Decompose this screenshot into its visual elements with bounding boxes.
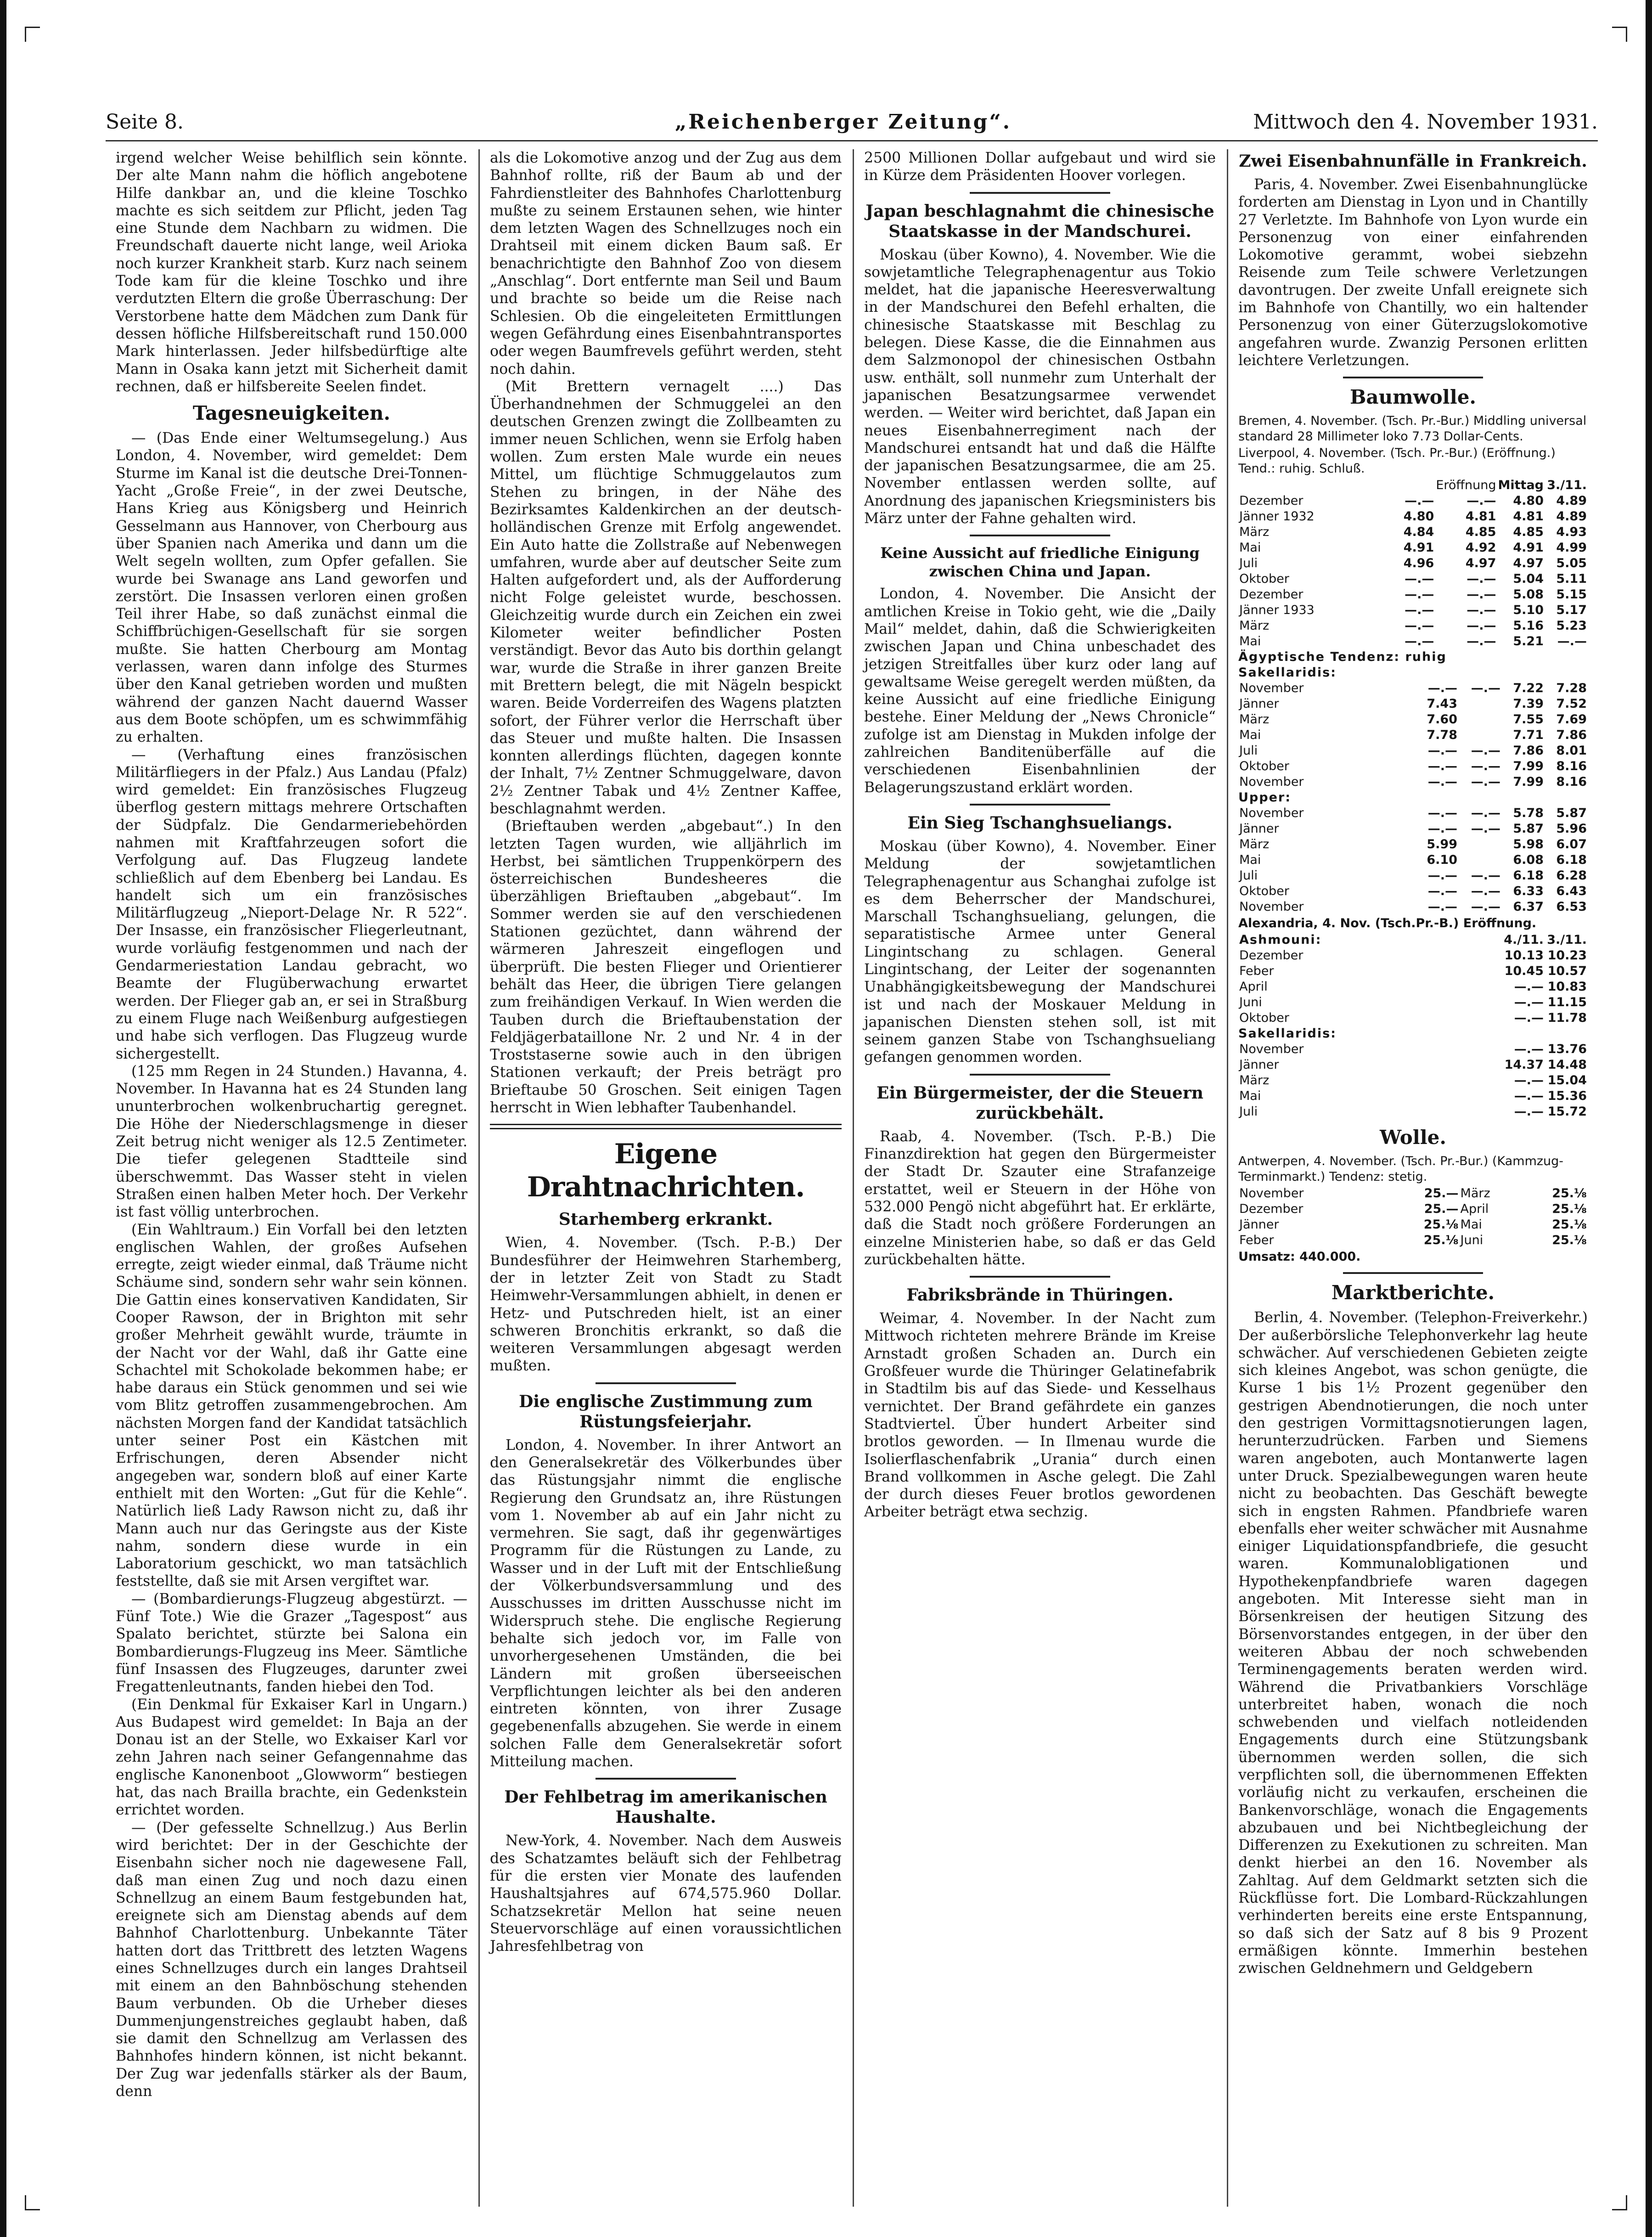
table-row (1238, 1186, 1588, 1201)
price-cell: 15.04 (1547, 1073, 1587, 1088)
table-header-row (1238, 478, 1588, 493)
price-cell: 6.37 (1513, 900, 1544, 914)
story-text: Weimar, 4. November. In der Nacht zum Mittwoch richteten mehrere Brände im Kreise Arnstadt großen Schaden an. Durch ein Großfeuer wurde die Thüringer Gelatinefabrik in Stadtilm bis auf das Siede- und Kesselhaus vernichtet. Der Brand gefährdete ein ganzes Stadtviertel. Über hundert Arbeiter sind brotlos geworden. — In Ilmenau wurde die Isolierflaschenfabrik „Urania“ durch einen Brand vollkommen in Asche gelegt. Die Zahl der durch dieses Feuer brotlos gewordenen Arbeiter beträgt etwa sechzig. (864, 1310, 1216, 1521)
row-label: Mai (1239, 853, 1261, 868)
price-cell: 25.⅛ (1552, 1202, 1587, 1217)
story-text: New-York, 4. November. Nach dem Ausweis des Schatzamtes beläuft sich der Fehlbetrag für die ersten vier Monate des laufenden Haushaltsjahres auf 674,575.960 Dollar. Schatzsekretär Mellon hat seine neuen Steuervorschläge auf einen voraussichtlichen Jahresfehlbetrag von (490, 1832, 842, 1955)
divider-rule (970, 192, 1110, 194)
news-item: — (Der gefesselte Schnellzug.) Aus Berlin wird berichtet: Der in der Geschichte der Eisenbahn sicher noch nie dagewesene Fall, daß man einen Zug und noch dazu einen Schnellzug an einem Baum festgebunden hat, ereignete sich am Dienstag abends auf dem Bahnhof Charlottenburg. Unbekannte Täter hatten dort das Trittbrett des letzten Wagens eines Schnellzuges durch ein langes Drahtseil mit einem an den Bahnböschung stehenden Baum verbunden. Ob die Urheber dieses Dummenjungenstreiches geglaubt haben, daß sie damit den Schnellzug am Verlassen des Bahnhofes hindern können, ist nicht bekannt. Der Zug war jedenfalls stärker als der Baum, denn (116, 1819, 467, 2100)
section-heading-marktberichte: Marktberichte. (1331, 1281, 1495, 1304)
price-cell: —.— (1427, 884, 1457, 899)
row-label: Jänner 1932 (1239, 509, 1315, 524)
price-cell: 5.04 (1513, 572, 1544, 586)
price-cell: 4.99 (1556, 541, 1587, 555)
news-items (116, 429, 467, 2100)
price-cell: 5.96 (1556, 822, 1587, 836)
table-row (1238, 571, 1588, 587)
price-cell: 4.84 (1403, 525, 1434, 540)
table-row (1238, 759, 1588, 774)
price-cell: 11.15 (1547, 995, 1587, 1010)
article-continued: irgend welcher Weise behilflich sein könnte. Der alte Mann nahm die höflich angebotene Hilfe dankbar an, und die kleine Toschko machte es sich seitdem zur Pflicht, jeden Tag eine Stunde dem Nachbarn zu widmen. Die Freundschaft dauerte nicht lange, weil Arioka noch kurzer Krankheit starb. Kurz nach seinem Tode kam für die kleine Toschko und ihre verdutzten Eltern die große Überraschung: Der Verstorbene hatte dem Mädchen zum Dank für dessen höfliche Hilfsbereitschaft rund 150.000 Mark hinterlassen. Jeder hilfsbedürftige alte Mann in Osaka kann jetzt mit Sicherheit damit rechnen, daß er hilfsbereite Seelen findet. (116, 150, 467, 395)
table-row (1238, 964, 1588, 979)
row-label: November (1239, 775, 1304, 789)
table-row (1238, 837, 1588, 852)
table-body (1238, 681, 1588, 790)
price-cell: 4.80 (1513, 494, 1544, 508)
price-cell: 5.10 (1513, 603, 1544, 618)
price-cell: 25.⅛ (1552, 1217, 1587, 1232)
price-cell: 7.86 (1513, 744, 1544, 758)
table-row (1238, 821, 1588, 837)
price-cell: 10.13 (1504, 948, 1544, 963)
price-cell: 7.86 (1556, 728, 1587, 743)
price-cell (1458, 852, 1501, 868)
price-cell (1458, 696, 1501, 712)
divider-rule (970, 1276, 1110, 1278)
news-item: — (Das Ende einer Weltumsegelung.) Aus London, 4. November, wird gemeldet: Dem Sturme im Kanal ist die deutsche Drei-Tonnen-Yacht „Große Freie“, in der zwei Deutsche, Hans Krieg aus Königsberg und Heinrich Gesselmann aus Hannover, von Cherbourg aus über Spanien nach Amerika und dann um die Welt segeln wollten, zum Opfer gefallen. Sie wurde bei Swanage ans Land geworfen und zerstört. Die Insassen verloren einen großen Teil ihrer Habe, so daß zunächst einmal die Schiffbrüchigen-Gesellschaft für sie sorgen mußte. Sie hatten Cherbourg am Montag verlassen, waren dann infolge des Sturmes über den Kanal getrieben worden und mußten während der ganzen Nacht dauernd Wasser aus dem Boote schöpfen, um es schwimmfähig zu erhalten. (116, 430, 467, 746)
price-cell: 25.— (1424, 1202, 1459, 1217)
table-row (1238, 743, 1588, 759)
row-label: November (1239, 806, 1304, 821)
price-cell: 5.87 (1556, 806, 1587, 821)
cotton-table-upper (1238, 806, 1588, 915)
price-cell: —.— (1427, 681, 1457, 696)
price-cell: —.— (1471, 759, 1500, 774)
divider-rule (1343, 377, 1483, 378)
row-label: Mai (1460, 1217, 1482, 1232)
market-subsection: Ägyptische Tendenz: ruhig (1238, 650, 1447, 665)
price-cell: 8.16 (1556, 759, 1587, 774)
price-cell: —.— (1471, 868, 1500, 883)
row-label: Jänner (1239, 1217, 1279, 1232)
price-cell: —.— (1514, 980, 1544, 994)
cotton-table-sakellaridis (1238, 681, 1588, 790)
price-cell: 14.48 (1547, 1058, 1587, 1072)
table-row (1238, 948, 1588, 964)
newspaper-page (106, 103, 1598, 2207)
price-cell: 6.43 (1556, 884, 1587, 899)
price-cell: 25.⅛ (1552, 1233, 1587, 1248)
price-cell: —.— (1471, 884, 1500, 899)
row-label: Jänner 1933 (1239, 603, 1315, 618)
row-label: Mai (1239, 634, 1261, 649)
price-cell: 5.15 (1556, 587, 1587, 602)
price-cell: —.— (1471, 900, 1500, 914)
crop-mark (25, 27, 40, 42)
row-label: Dezember (1239, 1202, 1304, 1217)
price-cell: —.— (1471, 822, 1500, 836)
table-row (1238, 727, 1588, 743)
price-cell: 6.08 (1513, 853, 1544, 868)
price-cell: 7.99 (1513, 775, 1544, 789)
price-cell: 25.— (1424, 1186, 1459, 1201)
row-label: Feber (1239, 964, 1274, 979)
table-body (1238, 1042, 1588, 1120)
row-label: Feber (1239, 1233, 1274, 1248)
price-cell: 5.23 (1556, 619, 1587, 633)
row-label: Oktober (1239, 572, 1289, 586)
price-cell: 6.28 (1556, 868, 1587, 883)
price-cell: 13.76 (1547, 1042, 1587, 1057)
price-cell: —.— (1427, 759, 1457, 774)
price-cell: 7.43 (1427, 697, 1457, 711)
section-heading-wolle: Wolle. (1379, 1126, 1446, 1149)
price-cell (1458, 712, 1501, 727)
column-1 (106, 149, 478, 2207)
price-cell: —.— (1471, 681, 1500, 696)
story-title: Der Fehlbetrag im amerikanischen Haushalte. (504, 1787, 827, 1827)
table-row (1238, 493, 1588, 509)
column-4 (1228, 149, 1598, 2207)
price-cell: —.— (1471, 806, 1500, 821)
table-row (1238, 712, 1588, 727)
story-text: London, 4. November. In ihrer Antwort an den Generalsekretär des Völkerbundes über das Rüstungsjahr nimmt die englische Regierung den Grundsatz an, ihre Rüstungen vom 1. November ab auf ein Jahr nicht zu vermehren. Sie sagt, daß ihr gegenwärtiges Programm für die Rüstungen zu Lande, zu Wasser und in der Luft mit der Entschließung der Völkerbundsversammlung und des Ausschusses im dritten Ausschusse nicht im Widerspruch stehe. Die englische Regierung behalte sich jedoch vor, im Falle von unvorhergesehenen Umständen, die bei Ländern mit großen überseeischen Verpflichtungen leichter als bei den anderen eintreten könnten, von ihrer Zusage gegebenenfalls abzugehen. Sie werde in einem solchen Falle dem Generalsekretär sofort Mitteilung machen. (490, 1437, 842, 1770)
column-header: 4./11. (1504, 933, 1544, 947)
price-cell: 4.89 (1556, 509, 1587, 524)
market-note: Antwerpen, 4. November. (Tsch. Pr.-Bur.) (Kammzug-Terminmarkt.) Tendenz: stetig. (1238, 1154, 1564, 1184)
news-item: (Mit Brettern vernagelt ....) Das Überhandnehmen der Schmuggelei an den deutschen Grenzen zwingt die Zollbeamten zu immer neuen Schlichen, wenn sie Erfolg haben wollen. Zum ersten Male wurde ein neues Mittel, um flüchtige Schmuggelautos zum Stehen zu bringen, in der Nähe des Bezirksamtes Kaldenkirchen an der deutsch-holländischen Grenze mit Erfolg angewendet. Ein Auto hatte die Zollstraße auf Nebenwegen umfahren, wurde aber auf deutscher Seite zum Halten aufgefordert und, als der Aufforderung nicht Folge geleistet wurde, beschossen. Gleichzeitig wurde durch ein Zeichen ein zwei Kilometer weiter befindlicher Posten verständigt. Bevor das Auto bis dorthin gelangt war, wurde die Straße in ihrer ganzen Breite mit Brettern belegt, die mit Nägeln bespickt waren. Beide Vorderreifen des Wagens platzten sofort, der Führer verlor die Herrschaft über das Steuer und mußte halten. Die Insassen konnten allerdings flüchten, dagegen konnte der Inhalt, 7½ Zentner Schmuggelware, davon 2½ Zentner Tabak und 4½ Zentner Kaffee, beschlagnahmt werden. (490, 378, 842, 817)
table-row (1238, 868, 1588, 884)
row-label: Juni (1460, 1233, 1483, 1248)
price-cell: 7.39 (1513, 697, 1544, 711)
table-row (1238, 540, 1588, 556)
price-cell: 6.18 (1556, 853, 1587, 868)
price-cell: 5.08 (1513, 587, 1544, 602)
price-cell: 10.57 (1547, 964, 1587, 979)
table-row (1238, 1104, 1588, 1120)
price-cell: 7.22 (1513, 681, 1544, 696)
row-label: Dezember (1239, 948, 1304, 963)
table-row (1238, 806, 1588, 821)
price-cell: 7.71 (1513, 728, 1544, 743)
price-cell: 10.83 (1547, 980, 1587, 994)
price-cell: —.— (1427, 822, 1457, 836)
price-cell: 4.91 (1403, 541, 1434, 555)
row-label: November (1239, 900, 1304, 914)
price-cell: 5.16 (1513, 619, 1544, 633)
table-header-row (1238, 932, 1588, 948)
price-cell: 11.78 (1547, 1011, 1587, 1026)
story-title: Keine Aussicht auf friedliche Einigung zwischen China und Japan. (880, 544, 1200, 580)
divider-rule (970, 535, 1110, 536)
table-body (1238, 806, 1588, 915)
price-cell: 4.89 (1556, 494, 1587, 508)
table-row (1238, 603, 1588, 618)
row-label: Juli (1239, 556, 1258, 571)
column-3 (854, 149, 1226, 2207)
price-cell: —.— (1405, 587, 1434, 602)
row-label: März (1239, 619, 1270, 633)
price-cell: 4.85 (1465, 525, 1496, 540)
price-cell: 7.69 (1556, 712, 1587, 727)
price-cell: 14.37 (1504, 1058, 1544, 1072)
price-cell: 4.81 (1513, 509, 1544, 524)
divider-rule (970, 804, 1110, 806)
price-cell: —.— (1467, 572, 1496, 586)
table-row (1238, 1088, 1588, 1104)
row-label: März (1460, 1186, 1490, 1201)
price-cell: —.— (1514, 995, 1544, 1010)
price-cell: 5.11 (1556, 572, 1587, 586)
page-header (106, 103, 1598, 141)
row-label: Mai (1239, 1089, 1261, 1104)
price-cell: 5.05 (1556, 556, 1587, 571)
table-row (1238, 1073, 1588, 1088)
story-title: Fabriksbrände in Thüringen. (906, 1285, 1174, 1305)
table-row (1238, 852, 1588, 868)
price-cell: 25.⅛ (1423, 1217, 1459, 1232)
price-cell: —.— (1467, 587, 1496, 602)
table-row (1238, 556, 1588, 571)
price-cell (1458, 727, 1501, 743)
column-header: Mittag (1498, 478, 1544, 493)
row-label: Jänner (1239, 822, 1279, 836)
market-note: Alexandria, 4. Nov. (Tsch.Pr.-B.) Eröffnung. (1238, 916, 1537, 931)
section-heading-tagesneuigkeiten: Tagesneuigkeiten. (192, 402, 391, 425)
table-row (1238, 634, 1588, 649)
price-cell: 4.85 (1513, 525, 1544, 540)
table-row (1238, 1217, 1588, 1233)
story-text: Moskau (über Kowno), 4. November. Einer Meldung der sowjetamtlichen Telegraphenagentur aus Schanghai zufolge ist es dem Beherrscher der Mandschurei, Marschall Tschanghsueliang, gelungen, die separatistische Armee unter General Lingintschang zu schlagen. General Lingintschang, der Leiter der sogenannten Unabhängigkeitsbewegung der Mandschurei ist und nach der Moskauer Meldung in japanischen Diensten stehen soll, ist mit seinem ganzen Stabe von Tschanghsueliang gefangen genommen worden. (864, 838, 1216, 1066)
market-note: Bremen, 4. November. (Tsch. Pr.-Bur.) Middling universal standard 28 Millimeter loko 7.73 Dollar-Cents. (1238, 414, 1587, 444)
price-cell: 7.52 (1556, 697, 1587, 711)
row-label: Juli (1239, 1104, 1258, 1119)
row-label: Oktober (1239, 884, 1289, 899)
cotton-table-alexandria (1238, 932, 1588, 1026)
price-cell: —.— (1405, 572, 1434, 586)
crop-mark (1612, 2195, 1627, 2210)
price-cell: 4.80 (1403, 509, 1434, 524)
table-row (1238, 681, 1588, 696)
column-header: Eröffnung (1436, 478, 1496, 493)
story-text: Paris, 4. November. Zwei Eisenbahnunglücke forderten am Dienstag in Lyon und in Chantilly 27 Verletzte. Im Bahnhofe von Lyon wurde ein Personenzug von einer einfahrenden Lokomotive gerammt, wobei siebzehn Reisende zum Teile schwere Verletzungen davontrugen. Der zweite Unfall ereignete sich im Bahnhofe von Chantilly, wo ein haltender Personenzug von einer Güterzugslokomotive angefahren wurde. Zwanzig Personen erlitten leichtere Verletzungen. (1238, 176, 1588, 369)
price-cell: 8.16 (1556, 775, 1587, 789)
row-label: Mai (1239, 541, 1261, 555)
table-row (1238, 1042, 1588, 1057)
table-row (1238, 587, 1588, 603)
table-row (1238, 524, 1588, 540)
cotton-table-liverpool (1238, 478, 1588, 649)
row-label: Oktober (1239, 1011, 1289, 1026)
column-header: 3./11. (1547, 933, 1587, 947)
price-cell: 7.99 (1513, 759, 1544, 774)
price-cell: 5.17 (1556, 603, 1587, 618)
price-cell: 7.55 (1513, 712, 1544, 727)
price-cell: 4.91 (1513, 541, 1544, 555)
price-cell (1458, 837, 1501, 852)
price-cell: 7.78 (1427, 728, 1457, 743)
market-note: Liverpool, 4. November. (Tsch. Pr.-Bur.) (Eröffnung.) Tend.: ruhig. Schluß. (1238, 446, 1556, 476)
price-cell: —.— (1427, 806, 1457, 821)
price-cell: —.— (1514, 1073, 1544, 1088)
price-cell: 6.07 (1556, 837, 1587, 852)
row-label: Jänner (1239, 697, 1279, 711)
row-label: Juni (1239, 995, 1262, 1010)
price-cell: 5.87 (1513, 822, 1544, 836)
column-2 (480, 149, 852, 2207)
table-row (1238, 509, 1588, 524)
price-cell: —.— (1427, 744, 1457, 758)
market-subsection: Ashmouni: (1239, 933, 1322, 947)
row-label: März (1239, 837, 1270, 852)
price-cell: 25.⅛ (1552, 1186, 1587, 1201)
price-cell: 4.81 (1465, 509, 1496, 524)
table-body (1238, 948, 1588, 1026)
row-label: November (1239, 1186, 1304, 1201)
row-label: November (1239, 1042, 1304, 1057)
price-cell: —.— (1405, 634, 1434, 649)
story-text: London, 4. November. Die Ansicht der amtlichen Kreise in Tokio geht, wie die „Daily Mail“ meldet, dahin, daß die Schwierigkeiten zwischen Japan und China unbeschadet des jetzigen Streitfalles über kurz oder lang auf gewaltsame Weise geregelt werden müßten, da keine Aussicht auf eine friedliche Einigung bestehe. Einer Meldung der „News Chronicle“ zufolge ist am Dienstag in Mukden infolge der zahlreichen Banditenüberfälle auf die verschiedenen Eisenbahnlinien der Belagerungszustand erklärt worden. (864, 586, 1216, 796)
table-row (1238, 1233, 1588, 1248)
price-cell: —.— (1514, 1042, 1544, 1057)
price-cell: 4.92 (1465, 541, 1496, 555)
row-label: März (1239, 1073, 1270, 1088)
story-title: Starhemberg erkrankt. (558, 1210, 773, 1229)
market-subsection: Upper: (1238, 790, 1292, 805)
price-cell: 25.⅛ (1423, 1233, 1459, 1248)
article-continued: 2500 Millionen Dollar aufgebaut und wird sie in Kürze dem Präsidenten Hoover vorlegen. (864, 150, 1216, 184)
story-title: Die englische Zustimmung zum Rüstungsfeierjahr. (519, 1392, 813, 1431)
table-body (1238, 493, 1588, 649)
news-item: (Brieftauben werden „abgebaut“.) In den letzten Tagen wurden, wie alljährlich im Herbst, bei sämtlichen Truppenkörpern des österreichischen Bundesheeres die überzähligen Brieftauben „abgebaut“. Im Sommer werden sie auf den verschiedenen Stationen gezüchtet, dann während der wärmeren Jahreszeit eingeflogen und überprüft. Die besten Flieger und Orientierer behält das Heer, die übrigen Tiere gelangen zum freihändigen Verkauf. In Wien werden die Tauben durch die Brieftaubenstation der Feldjägerbataillone Nr. 2 und Nr. 4 in der Troststaserne sowie auch in den übrigen Stationen verkauft; der Preis beträgt pro Brieftaube 50 Groschen. Seit einigen Tagen herrscht in Wien lebhafter Taubenhandel. (490, 818, 842, 1116)
price-cell: 5.21 (1513, 634, 1544, 649)
row-label: Dezember (1239, 587, 1304, 602)
table-row (1238, 995, 1588, 1010)
price-cell: 6.10 (1427, 853, 1457, 868)
story-title: Ein Sieg Tschanghsueliangs. (907, 813, 1173, 833)
table-body (1238, 1186, 1588, 1248)
table-row (1238, 774, 1588, 790)
price-cell: 10.45 (1504, 964, 1544, 979)
price-cell: 4.93 (1556, 525, 1587, 540)
price-cell: —.— (1427, 900, 1457, 914)
price-cell: —.— (1471, 775, 1500, 789)
row-label: Dezember (1239, 494, 1304, 508)
table-row (1238, 696, 1588, 712)
price-cell: —.— (1467, 619, 1496, 633)
price-cell: —.— (1467, 603, 1496, 618)
price-cell: 4.96 (1403, 556, 1434, 571)
price-cell: 6.53 (1556, 900, 1587, 914)
price-cell: 5.99 (1427, 837, 1457, 852)
table-row (1238, 618, 1588, 634)
row-label: Mai (1239, 728, 1261, 743)
row-label: Juli (1239, 744, 1258, 758)
news-item: — (Verhaftung eines französischen Militärfliegers in der Pfalz.) Aus Landau (Pfalz) wird gemeldet: Ein französisches Flugzeug überflog gestern mittags mehrere Ortschaften der Südpfalz. Die Gendarmeriebehörden nahmen mit Kraftfahrzeugen sofort die Verfolgung auf. Das Flugzeug landete schließlich auf dem Ebenberg bei Landau. Es handelt sich um ein französisches Militärflugzeug „Nieport-Delage Nr. R 522“. Der Insasse, ein französischer Fliegerleutnant, wurde vorläufig festgenommen und nach der Gendarmeriestation Landau gebracht, wo Beamte der Flugüberwachung erwartet werden. Der Flieger gab an, er sei in Straßburg zu einem Fluge nach Weißenburg aufgestiegen und habe sich verflogen. Das Flugzeug wurde sichergestellt. (116, 746, 467, 1062)
price-cell: —.— (1467, 494, 1496, 508)
divider-rule (596, 1778, 736, 1780)
price-cell: —.— (1557, 634, 1587, 649)
issue-date: Mittwoch den 4. November 1931. (1253, 110, 1598, 134)
double-rule (490, 1124, 842, 1129)
market-note: Umsatz: 440.000. (1238, 1250, 1361, 1264)
price-cell: —.— (1405, 603, 1434, 618)
divider-rule (596, 1382, 736, 1384)
price-cell: 4.97 (1513, 556, 1544, 571)
row-label: März (1239, 525, 1270, 540)
price-cell: 15.72 (1547, 1104, 1587, 1119)
crop-mark (25, 2195, 40, 2210)
row-label: April (1239, 980, 1268, 994)
row-label: April (1460, 1202, 1489, 1217)
table-row (1238, 979, 1588, 995)
price-cell: 4.97 (1465, 556, 1496, 571)
cotton-table-sakellaridis-2 (1238, 1042, 1588, 1120)
price-cell: —.— (1467, 634, 1496, 649)
story-title: Ein Bürgermeister, der die Steuern zurückbehält. (877, 1083, 1203, 1123)
price-cell: 8.01 (1556, 744, 1587, 758)
story-title: Zwei Eisenbahnunfälle in Frankreich. (1239, 152, 1587, 171)
table-row (1238, 884, 1588, 899)
story-text: Raab, 4. November. (Tsch. P.-B.) Die Finanzdirektion hat gegen den Bürgermeister der Stadt Dr. Szauter eine Strafanzeige erstattet, weil er Steuern in der Höhe von 532.000 Pengö nicht abgeführt hat. Er erklärte, daß die Stadt noch größere Forderungen an einzelne Ministerien habe, so daß er das Geld zurückbehalten hätte. (864, 1128, 1216, 1268)
story-text: Wien, 4. November. (Tsch. P.-B.) Der Bundesführer der Heimwehren Starhemberg, der in letzter Zeit von Stadt zu Stadt Heimwehr-Versammlungen abhielt, in denen er Hetz- und Putschreden hielt, ist an einer schweren Bronchitis erkrankt, so daß die weiteren Versammlungen abgesagt werden mußten. (490, 1234, 842, 1375)
section-heading-baumwolle: Baumwolle. (1349, 386, 1477, 409)
price-cell: 5.78 (1513, 806, 1544, 821)
row-label: März (1239, 712, 1270, 727)
story-text: Berlin, 4. November. (Telephon-Freiverkehr.) Der außerbörsliche Telephonverkehr lag heute schwächer. Auf verschiedenen Gebieten zeigte sich kleines Angebot, was schon genügte, die Kurse 1 bis 1½ Prozent gegenüber den gestrigen Abendnotierungen, die noch unter den gestrigen Vormittagsnotierungen lagen, herunterzudrücken. Farben und Siemens waren angeboten, auch Montanwerte lagen unter Druck. Spezialbewegungen waren heute nicht zu beobachten. Das Geschäft bewegte sich in engsten Rahmen. Pfandbriefe waren ebenfalls eher weiter schwächer mit Ausnahme einiger Liquidationspfandbriefe, die gesucht waren. Kommunalobligationen und Hypothekenpfandbriefe waren dagegen angeboten. Mit Interesse sieht man in Börsenkreisen der heutigen Sitzung des Börsenvorstandes entgegen, in der über den weiteren Abbau der noch schwebenden Terminengagements beraten werden wird. Während die Privatbankiers Vorschläge unterbreitet haben, wonach die noch schwebenden und vielfach notleidenden Engagements durch eine Stützungsbank übernommen werden sollen, die sich verpflichten soll, die übernommenen Effekten vorläufig nicht zu verkaufen, erscheinen die Bankenvorschläge, wonach die Engagements abzubauen und bei Nichtbegleichung der Differenzen zu Exekutionen zu schreiten. Man denkt hierbei an den 16. November als Zahltag. Auf dem Geldmarkt setzten sich die Rückflüsse fort. Die Lombard-Rückzahlungen verhinderten bereits eine erste Entspannung, so daß sich der Satz auf 8 bis 9 Prozent ermäßigen könnte. Immerhin bestehen zwischen Geldnehmern und Geldgebern (1238, 1309, 1588, 1977)
row-label: Juli (1239, 868, 1258, 883)
crop-mark (1612, 27, 1627, 42)
price-cell: 7.60 (1427, 712, 1457, 727)
page-number: Seite 8. (106, 110, 184, 134)
price-cell: 7.28 (1556, 681, 1587, 696)
newspaper-title: „Reichenberger Zeitung“. (675, 110, 1012, 134)
divider-rule (970, 1074, 1110, 1076)
wool-table (1238, 1186, 1588, 1248)
market-subsection: Sakellaridis: (1238, 1026, 1337, 1041)
story-title: Japan beschlagnahmt die chinesische Staatskasse in der Mandschurei. (865, 201, 1214, 241)
price-cell: 6.33 (1513, 884, 1544, 899)
row-label: Oktober (1239, 759, 1289, 774)
section-heading-drahtnachrichten: Eigene Drahtnachrichten. (527, 1138, 805, 1204)
price-cell: —.— (1471, 744, 1500, 758)
price-cell: —.— (1514, 1011, 1544, 1026)
row-label: November (1239, 681, 1304, 696)
table-row (1238, 1201, 1588, 1217)
price-cell: 6.18 (1513, 868, 1544, 883)
news-item: (Ein Denkmal für Exkaiser Karl in Ungarn.) Aus Budapest wird gemeldet: In Baja an der Donau ist an der Stelle, wo Exkaiser Karl vor zehn Jahren nach seiner Gefangennahme das englische Kanonenboot „Glowworm“ bestiegen hat, das nach Brailla brachte, ein Gedenkstein errichtet worden. (116, 1696, 467, 1819)
row-label: Jänner (1239, 1058, 1279, 1072)
news-item: (Ein Wahltraum.) Ein Vorfall bei den letzten englischen Wahlen, der großes Aufsehen erregte, zeigt wieder einmal, daß Träume nicht Schäume sind, sondern sehr wahr sein können. Die Gattin eines konservativen Kandidaten, Sir Cooper Rawson, der in Brighton mit sehr großer Mehrheit gewählt wurde, träumte in der Nacht vor der Wahl, daß ihr Gatte eine Schachtel mit Schokolade bekommen habe; er habe daraus ein Stück genommen und sei wie vom Blitz getroffen zusammengebrochen. Am nächsten Morgen fand der Kandidat tatsächlich unter seiner Post ein Kästchen mit Erfrischungen, deren Absender nicht angegeben war, sondern bloß auf einer Karte enthielt mit den Worten: „Gut für die Kehle“. Natürlich ließ Lady Rawson nicht zu, daß ihr Mann auch nur das Geringste aus der Kiste nahm, sondern diese wurde in ein Laboratorium geschickt, wo man tatsächlich feststellte, daß sie mit Arsen vergiftet war. (116, 1221, 467, 1590)
price-cell: 10.23 (1547, 948, 1587, 963)
table-row (1238, 1057, 1588, 1073)
market-subsection: Sakellaridis: (1238, 665, 1337, 680)
table-row (1238, 899, 1588, 915)
price-cell: —.— (1405, 494, 1434, 508)
news-item: — (Bombardierungs-Flugzeug abgestürzt. — Fünf Tote.) Wie die Grazer „Tagespost“ aus Spalato berichtet, stürzte bei Salona ein Bombardierungs-Flugzeug ins Meer. Sämtliche fünf Insassen des Flugzeuges, darunter zwei Fregattenleutnants, fanden hiebei den Tod. (116, 1590, 467, 1696)
news-item: als die Lokomotive anzog und der Zug aus dem Bahnhof rollte, riß der Baum ab und der Fahrdienstleiter des Bahnhofes Charlottenburg mußte zu seinem Erstaunen sehen, wie hinter dem letzten Wagen des Schnellzuges noch ein Drahtseil mit einem dicken Baum saß. Er benachrichtigte den Bahnhof Zoo von diesem „Anschlag“. Dort entfernte man Seil und Baum und brachte so beide um die Reise nach Schlesien. Ob die eingeleiteten Ermittlungen wegen Gefährdung eines Eisenbahntransportes oder wegen Baumfrevels geführt werden, steht noch dahin. (490, 150, 842, 378)
divider-rule (1343, 1272, 1483, 1274)
table-row (1238, 1010, 1588, 1026)
price-cell: —.— (1405, 619, 1434, 633)
story-text: Moskau (über Kowno), 4. November. Wie die sowjetamtliche Telegraphenagentur aus Tokio meldet, hat die japanische Heeresverwaltung in der Mandschurei den Befehl erhalten, die chinesische Staatskasse mit Beschlag zu belegen. Diese Kasse, die die Einnahmen aus dem Salzmonopol der chinesischen Ostbahn usw. enthält, soll nunmehr zum Unterhalt der japanischen Besatzungsarmee verwendet werden. — Weiter wird berichtet, daß Japan ein neues Eisenbahnerregiment nach der Mandschurei entsandt hat und daß die Hälfte der japanischen Besatzungsarmee, die am 25. November entlassen werden sollte, auf Anordnung des japanischen Kriegsministers bis März unter der Fahne gehalten wird. (864, 246, 1216, 527)
price-cell: —.— (1514, 1089, 1544, 1104)
price-cell: 5.98 (1513, 837, 1544, 852)
column-header: 3./11. (1547, 478, 1587, 493)
news-item: (125 mm Regen in 24 Stunden.) Havanna, 4. November. In Havanna hat es 24 Stunden lang ununterbrochen wolkenbruchartig geregnet. Die Höhe der Niederschlagsmenge in dieser Zeit betrug nicht weniger als 12.5 Zentimeter. Die tiefer gelegenen Stadtteile sind überschwemmt. Das Wasser steht in vielen Straßen einen halben Meter hoch. Der Verkehr ist fast völlig unterbrochen. (116, 1063, 467, 1221)
price-cell: —.— (1427, 868, 1457, 883)
price-cell: 15.36 (1547, 1089, 1587, 1104)
price-cell: —.— (1427, 775, 1457, 789)
price-cell: —.— (1514, 1104, 1544, 1119)
